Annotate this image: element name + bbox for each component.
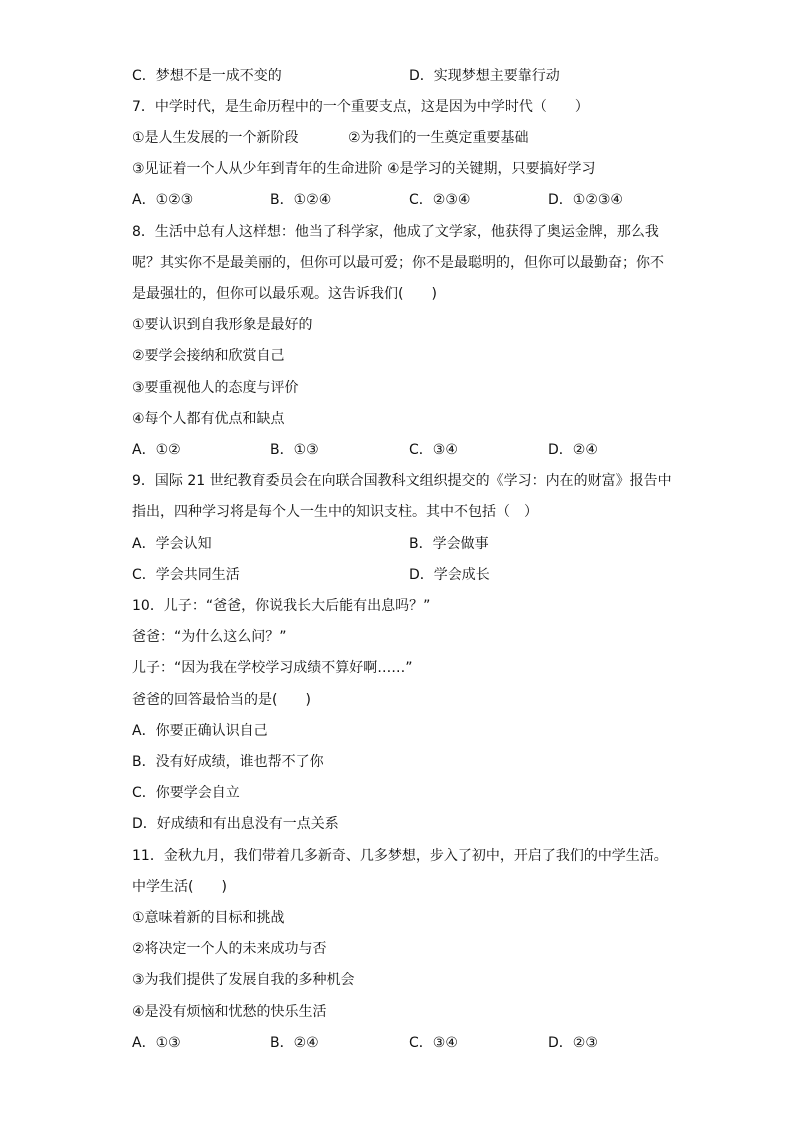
q10-stem-line-4: 爸爸的回答最恰当的是( ): [132, 692, 311, 708]
q7-option-b[interactable]: B．①②④: [270, 192, 332, 208]
q8-statement-1: ①要认识到自我形象是最好的: [132, 317, 313, 333]
q8-statement-4: ④每个人都有优点和缺点: [132, 411, 285, 427]
q7-option-d[interactable]: D．①②③④: [548, 192, 623, 208]
q7-stem: 7．中学时代，是生命历程中的一个重要支点，这是因为中学时代（ ）: [132, 99, 589, 115]
q7-statement-1: ①是人生发展的一个新阶段: [132, 130, 299, 146]
q10-option-b[interactable]: B．没有好成绩，谁也帮不了你: [132, 754, 324, 770]
q10-option-c[interactable]: C．你要学会自立: [132, 785, 240, 801]
q10-stem-line-3: 儿子：“因为我在学校学习成绩不算好啊……”: [132, 660, 413, 676]
q10-stem-line-1: 10．儿子：“爸爸，你说我长大后能有出息吗？”: [132, 598, 431, 614]
q9-option-d[interactable]: D．学会成长: [409, 567, 490, 583]
q11-option-d[interactable]: D．②③: [548, 1035, 598, 1051]
q9-stem-line-2: 指出，四种学习将是每个人一生中的知识支柱。其中不包括（ ）: [132, 504, 538, 520]
q9-option-c[interactable]: C．学会共同生活: [132, 567, 240, 583]
q8-option-d[interactable]: D．②④: [548, 442, 598, 458]
q11-stem-line-2: 中学生活( ): [132, 879, 227, 895]
q8-stem-line-2: 呢？其实你不是最美丽的，但你可以最可爱；你不是最聪明的，但你可以最勤奋；你不: [132, 255, 664, 271]
q7-statement-2: ②为我们的一生奠定重要基础: [348, 130, 529, 146]
q8-stem-line-3: 是最强壮的，但你可以最乐观。这告诉我们( ): [132, 286, 437, 302]
option-d[interactable]: D．实现梦想主要靠行动: [409, 68, 560, 84]
q8-statement-2: ②要学会接纳和欣赏自己: [132, 348, 285, 364]
q11-option-c[interactable]: C．③④: [409, 1035, 458, 1051]
option-c[interactable]: C．梦想不是一成不变的: [132, 68, 282, 84]
q11-statement-4: ④是没有烦恼和忧愁的快乐生活: [132, 1004, 327, 1020]
q8-stem-line-1: 8．生活中总有人这样想：他当了科学家，他成了文学家，他获得了奥运金牌，那么我: [132, 224, 659, 240]
q8-statement-3: ③要重视他人的态度与评价: [132, 380, 299, 396]
q11-statement-1: ①意味着新的目标和挑战: [132, 910, 285, 926]
q9-option-b[interactable]: B．学会做事: [409, 536, 489, 552]
q11-option-a[interactable]: A．①③: [132, 1035, 181, 1051]
q8-option-b[interactable]: B．①③: [270, 442, 319, 458]
q10-stem-line-2: 爸爸：“为什么这么问？”: [132, 629, 287, 645]
q11-statement-2: ②将决定一个人的未来成功与否: [132, 941, 327, 957]
q8-option-a[interactable]: A．①②: [132, 442, 181, 458]
q10-option-a[interactable]: A．你要正确认识自己: [132, 723, 268, 739]
q7-statement-3-4: ③见证着一个人从少年到青年的生命进阶 ④是学习的关键期，只要搞好学习: [132, 161, 596, 177]
q11-stem-line-1: 11．金秋九月，我们带着几多新奇、几多梦想，步入了初中，开启了我们的中学生活。: [132, 848, 668, 864]
q10-option-d[interactable]: D．好成绩和有出息没有一点关系: [132, 816, 339, 832]
q7-option-a[interactable]: A．①②③: [132, 192, 194, 208]
q11-statement-3: ③为我们提供了发展自我的多种机会: [132, 972, 355, 988]
q7-option-c[interactable]: C．②③④: [409, 192, 471, 208]
q11-option-b[interactable]: B．②④: [270, 1035, 319, 1051]
q9-option-a[interactable]: A．学会认知: [132, 536, 212, 552]
q9-stem-line-1: 9．国际 21 世纪教育委员会在向联合国教科文组织提交的《学习：内在的财富》报告中: [132, 473, 672, 489]
q8-option-c[interactable]: C．③④: [409, 442, 458, 458]
